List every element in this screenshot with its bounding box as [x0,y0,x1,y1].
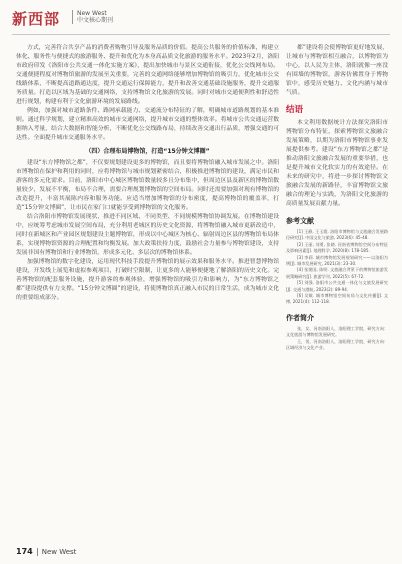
left-column [16,44,279,303]
conclusion-heading: 结语 [286,105,304,115]
body-paragraph: 都”建设将会使博物馆更好地发展，让城市与博物馆相互融合，以博物馆为中心，以人民为主体，洛阳就像一座没有围墙的博物馆，游客仿佛置身于博物馆中，感受历史魅力、文化内涵与城市气质。 [286,45,388,96]
reference-item: [4] 张建国, 陈明. 文旅融合背景下的博物馆旅游发展策略研究[J]. 旅游学刊, 2022(5): 67-72. [286,267,388,279]
body-paragraph: 加强博物馆的数字化建设，运用现代科技手段提升博物馆的展示效果和服务水平。推进智慧博物馆建设，开发线上展览和虚拟参观项目，打破时空限制，让更多的人能够便捷地了解洛阳的历史文化。完善博物馆的配套服务设施，提升游客的参观体验，增强博物馆的吸引力和影响力，为“东方博物馆之都”建设提供有力支撑。“15分钟文博圈”的建设，将使博物馆真正融入市民的日常生活，成为城市文化的重要组成部分。 [16,259,279,301]
author-heading: 作者简介 [286,313,314,322]
page-footer [16,547,76,556]
page-number: 174 [16,547,33,556]
journal-latin-name: New West [77,10,107,17]
section-title: （四）合理布局博物馆，打造“15分钟文博圈” [85,148,210,155]
journal-logo-sub [72,10,113,24]
journal-masthead [12,8,392,32]
author-info: 张，女，河南洛阳人，洛阳理工学院，研究方向：文化旅游与博物馆发展研究。 [286,325,388,338]
reference-item: [1] 王静, 王玉霞. 洛阳市博物馆与文旅融合发展路径研究[J]. 中国文化与旅游, 2023(6): 45-48. [286,229,388,241]
reference-item: [6] 吴敏. 城市博物馆空间布局与文化传播[J]. 文博, 2021(4): 112-118. [286,293,388,305]
body-paragraph: 例如，加强对城市道路条件、路网承载能力、交通流分布特征的了解，明确城市道路规划的基本准则。通过科学规划，建立精准高效的城市交通网络，提升城市交通的整体效率。将城市公共交通运营数据纳入考量，结合大数据和智能分析，不断优化公交线路布局，持续改善交通出行品质，增强交通的可达性。全面提升城市交通服务水平。 [16,108,279,141]
conclusion-paragraph: 本文利用数据统计方法探究洛阳市博物馆分布特征，探索博物馆文旅融合发展策略，以期为洛阳市博物馆事业发展提供参考。建设“东方博物馆之都”是推动洛阳文旅融合发展的重要举措，也是提升城市文化软实力的有效途径。在未来的研究中，将进一步探讨博物馆文旅融合发展的新路径，丰富博物馆文旅融合的理论与实践，为洛阳文化旅游的高质量发展贡献力量。 [286,120,388,207]
right-column [286,44,388,352]
author-info: 王，男，河南洛阳人，洛阳理工学院，研究方向：区域经济与文化产业。 [286,338,388,351]
reference-item: [2] 王丽, 刘勇, 张晓. 河南省博物馆空间分布特征及影响因素[J]. 地理科学, 2020(8): 178-185. [286,241,388,254]
journal-tagline: 中文核心期刊 [77,17,114,24]
footer-divider [37,548,38,556]
body-paragraph: 方式，完善符合共享产品的消费者购物引导及服务品质的价值。提高公共服务的价值标准，构建立体化、服务性与便捷式的旅游服务、提升和优化为本身高品质文化旅游的服务水平。2023年2月，洛阳市政府印发《洛阳市公共交通一体化实施方案》，提出加快城市与景区交通衔接，优化公交线网布局。交通便捷程度对博物馆旅游的发展至关重要，完善的交通网络能够增加博物馆的吸引力，优化城市公交线路体系，不断提高道路通达度，提升交通运行保障能力，提升和改善交通基础设施服务，提升交通服务质量。打造以区域为基础的交通网络，支持博物馆文化旅游的发展。同时对城市交通便利性和舒适性进行规划，构建有利于文化旅游环境的发展路线。 [16,45,279,105]
header-rule [12,34,390,35]
journal-logo: 新西部 [12,10,61,28]
journal-name: New West [41,548,77,556]
body-paragraph: 结合洛阳市博物馆发展现状，推进不同区域、不同类型、不同规模博物馆协调发展。在博物馆建设中，应统筹考虑城市发展空间布局，充分利用老城区的历史文化资源，将博物馆融入城市更新改造中，同时在新城区和产业园区规划建设主题博物馆，形成以中心城区为核心、辐射周边区县的博物馆布局体系，实现博物馆资源的合理配置和均衡发展。加大政策扶持力度，鼓励社会力量参与博物馆建设，支持发展非国有博物馆和行业博物馆，形成多元化、多层次的博物馆体系。 [16,214,279,256]
references-heading: 参考文献 [286,217,314,225]
reference-item: [3] 李莉. 城市博物馆发展规划研究——以洛阳为例[J]. 城市发展研究, 2021(3): 23-30. [286,254,388,267]
body-paragraph: 建设“东方博物馆之都”，不仅要规划建设更多的博物馆，而且要将博物馆融入城市发展之中。洛阳市博物馆在保护和利用的同时，应将博物馆与城市规划紧密结合，积极推进博物馆的建设，满足市民和游客的多元化需求。目前，洛阳市中心城区博物馆数量较多且分布集中，但周边区县及新区的博物馆数量较少，发展不平衡，布局不合理，需要合理规划博物馆的空间布局。同时还需要加强对现有博物馆的改造提升，丰富其展陈内容和服务功能。应适当增加博物馆的分布密度，提高博物馆的覆盖率，打造“15分钟文博圈”，让市民在家门口就能享受到博物馆的文化服务。 [16,160,279,211]
reference-item: [5] 刘强. 洛阳市公共交通一体化与文旅发展研究[J]. 交通与港航, 2023(2): 89-94. [286,280,388,292]
